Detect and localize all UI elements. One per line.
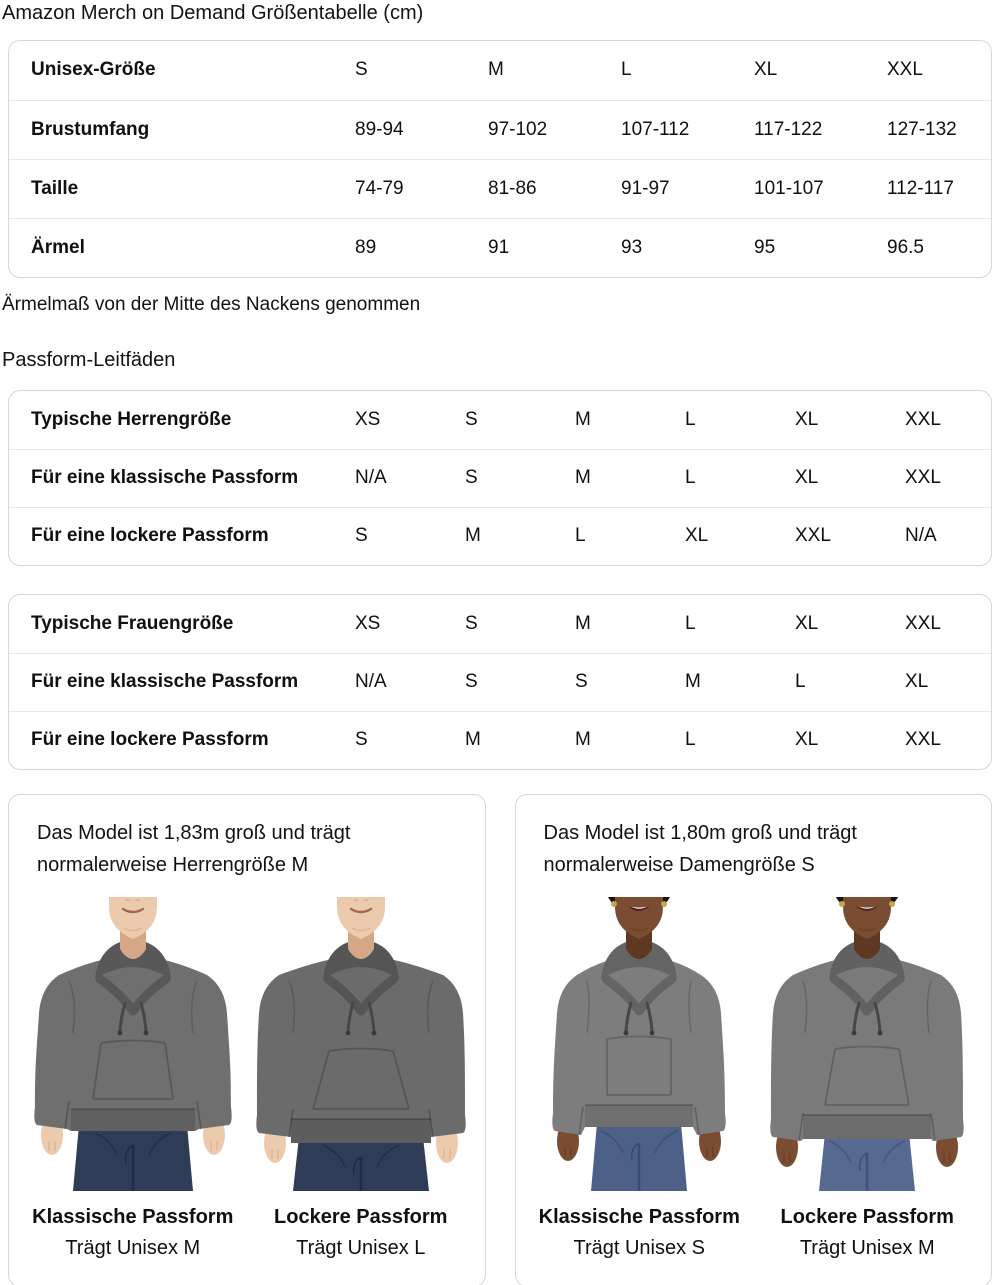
size-cell: XL xyxy=(685,507,795,565)
size-cell: L xyxy=(685,711,795,769)
measure-cell: 117-122 xyxy=(754,100,887,159)
sleeve-measure-note: Ärmelmaß von der Mitte des Nackens genommen xyxy=(2,294,421,315)
measure-cell: 127-132 xyxy=(887,100,991,159)
fit-label: Klassische Passform xyxy=(32,1206,234,1228)
table-row-mens-classic xyxy=(9,449,991,507)
size-cell: M xyxy=(575,449,685,507)
unisex-size-table xyxy=(8,40,992,278)
mens-model-card xyxy=(8,794,486,1285)
table-row-waist xyxy=(9,159,991,218)
model-figures xyxy=(25,897,469,1260)
row-label: Für eine klassische Passform xyxy=(9,449,355,507)
model-figure-mens-loose xyxy=(253,897,469,1260)
size-cell: M xyxy=(488,59,504,81)
size-cell: S xyxy=(355,507,465,565)
model-figure-mens-classic xyxy=(25,897,241,1260)
size-cell: XXL xyxy=(905,408,941,430)
womens-model-card xyxy=(515,794,993,1285)
model-description: Das Model ist 1,80m groß und trägt normalerweise Damengröße S xyxy=(543,822,857,876)
row-label: Typische Frauengröße xyxy=(31,612,234,634)
row-label: Taille xyxy=(9,159,355,218)
size-worn-label: Trägt Unisex M xyxy=(799,1237,935,1259)
row-label: Unisex-Größe xyxy=(31,59,156,81)
size-cell: XXL xyxy=(905,612,941,634)
size-cell: S xyxy=(355,711,465,769)
size-cell: M xyxy=(575,612,591,634)
size-cell: XXL xyxy=(905,711,991,769)
size-cell: XXL xyxy=(887,59,923,81)
measure-cell: 93 xyxy=(621,218,754,277)
table-row-unisex-size xyxy=(9,41,991,100)
size-cell: L xyxy=(621,59,632,81)
table-row-womens-classic xyxy=(9,653,991,711)
model-description: Das Model ist 1,83m groß und trägt normalerweise Herrengröße M xyxy=(37,822,351,876)
model-photo-womens-classic-fit xyxy=(531,897,747,1191)
mens-fit-table xyxy=(8,390,992,566)
size-cell: S xyxy=(465,408,478,430)
size-cell: XXL xyxy=(795,507,905,565)
row-label: Für eine lockere Passform xyxy=(9,507,355,565)
page-title: Amazon Merch on Demand Größentabelle (cm) xyxy=(2,2,424,24)
size-cell: L xyxy=(685,449,795,507)
table-row-mens-typical xyxy=(9,391,991,449)
measure-cell: 107-112 xyxy=(621,100,754,159)
fit-guides-heading: Passform-Leitfäden xyxy=(2,349,176,371)
fit-label: Klassische Passform xyxy=(538,1206,740,1228)
size-cell: XL xyxy=(754,59,778,81)
model-photo-mens-classic-fit xyxy=(25,897,241,1191)
size-cell: XL xyxy=(795,449,905,507)
measure-cell: 97-102 xyxy=(488,100,621,159)
measure-cell: 91 xyxy=(488,218,621,277)
size-cell: N/A xyxy=(355,653,465,711)
size-cell: L xyxy=(685,408,696,430)
row-label: Typische Herrengröße xyxy=(31,408,232,430)
size-cell: L xyxy=(685,612,696,634)
size-cell: M xyxy=(575,408,591,430)
size-cell: N/A xyxy=(355,449,465,507)
size-worn-label: Trägt Unisex L xyxy=(296,1237,426,1259)
size-cell: L xyxy=(795,653,905,711)
model-figure-womens-classic xyxy=(531,897,747,1260)
size-cell: S xyxy=(465,612,478,634)
measure-cell: 95 xyxy=(754,218,887,277)
size-cell: M xyxy=(465,507,575,565)
measure-cell: 81-86 xyxy=(488,159,621,218)
size-cell: XL xyxy=(795,408,819,430)
size-cell: XL xyxy=(905,653,991,711)
measure-cell: 74-79 xyxy=(355,159,488,218)
size-cell: M xyxy=(685,653,795,711)
table-row-womens-typical xyxy=(9,595,991,653)
fit-label: Lockere Passform xyxy=(780,1206,954,1228)
row-label: Für eine lockere Passform xyxy=(9,711,355,769)
size-cell: XXL xyxy=(905,449,991,507)
womens-fit-table xyxy=(8,594,992,770)
size-cell: L xyxy=(575,507,685,565)
model-photo-womens-loose-fit xyxy=(759,897,975,1191)
fit-label: Lockere Passform xyxy=(274,1206,448,1228)
model-figure-womens-loose xyxy=(759,897,975,1260)
size-cell: S xyxy=(575,653,685,711)
size-cell: N/A xyxy=(905,507,991,565)
size-cell: M xyxy=(465,711,575,769)
measure-cell: 91-97 xyxy=(621,159,754,218)
table-row-mens-loose xyxy=(9,507,991,565)
size-cell: S xyxy=(465,653,575,711)
size-cell: XS xyxy=(355,408,381,430)
measure-cell: 96.5 xyxy=(887,218,991,277)
model-figures xyxy=(532,897,976,1260)
model-cards xyxy=(8,794,992,1285)
table-row-chest xyxy=(9,100,991,159)
size-cell: S xyxy=(465,449,575,507)
measure-cell: 101-107 xyxy=(754,159,887,218)
table-row-womens-loose xyxy=(9,711,991,769)
size-worn-label: Trägt Unisex S xyxy=(573,1237,706,1259)
measure-cell: 89-94 xyxy=(355,100,488,159)
size-cell: XL xyxy=(795,711,905,769)
measure-cell: 112-117 xyxy=(887,159,991,218)
size-worn-label: Trägt Unisex M xyxy=(65,1237,201,1259)
measure-cell: 89 xyxy=(355,218,488,277)
row-label: Ärmel xyxy=(9,218,355,277)
size-cell: S xyxy=(355,59,368,81)
size-cell: XL xyxy=(795,612,819,634)
size-cell: M xyxy=(575,711,685,769)
size-cell: XS xyxy=(355,612,381,634)
row-label: Für eine klassische Passform xyxy=(9,653,355,711)
row-label: Brustumfang xyxy=(9,100,355,159)
table-row-sleeve xyxy=(9,218,991,277)
model-photo-mens-loose-fit xyxy=(253,897,469,1191)
